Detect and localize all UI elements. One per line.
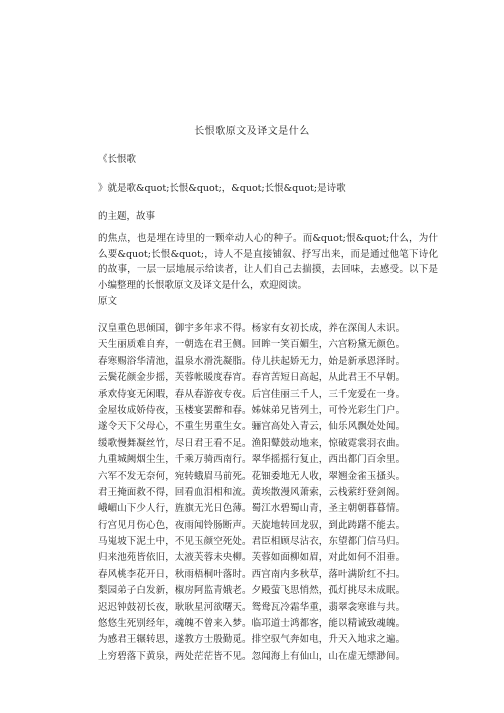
poem-line: 缓歌慢舞凝丝竹，尽日君王看不足。渔阳鼙鼓动地来，惊破霓裳羽衣曲。 bbox=[98, 437, 406, 449]
poem-line: 金屋妆成娇侍夜，玉楼宴罢醉和春。姊妹弟兄皆列土，可怜光彩生门户。 bbox=[98, 404, 406, 416]
poem-line: 迟迟钟鼓初长夜，耿耿星河欲曙天。鸳鸯瓦冷霜华重，翡翠衾寒谁与共。 bbox=[98, 601, 406, 613]
poem-line: 六军不发无奈何，宛转蛾眉马前死。花钿委地无人收，翠翘金雀玉搔头。 bbox=[98, 470, 406, 482]
intro-line-2: 的主题，故事 bbox=[98, 211, 156, 222]
poem-body bbox=[98, 321, 438, 665]
document-title: 长恨歌原文及译文是什么 bbox=[194, 126, 310, 137]
poem-line: 悠悠生死别经年，魂魄不曾来入梦。临邛道士鸿都客，能以精诚致魂魄。 bbox=[98, 618, 406, 630]
poem-line: 上穷碧落下黄泉，两处茫茫皆不见。忽闻海上有仙山，山在虚无缥渺间。 bbox=[98, 650, 406, 662]
poem-line: 君王掩面救不得，回看血泪相和流。黄埃散漫风萧索，云栈萦纡登剑阁。 bbox=[98, 486, 406, 498]
poem-line: 九重城阙烟尘生，千乘万骑西南行。翠华摇摇行复止，西出都门百余里。 bbox=[98, 454, 406, 466]
poem-line: 归来池苑皆依旧，太液芙蓉未央柳。芙蓉如面柳如眉，对此如何不泪垂。 bbox=[98, 552, 406, 564]
book-title: 《长恨歌 bbox=[98, 154, 137, 165]
intro-line-1: 》就是歌&quot;长恨&quot;，&quot;长恨&quot;是诗歌 bbox=[98, 183, 346, 194]
section-label-original: 原文 bbox=[98, 296, 118, 307]
poem-line: 云鬓花颜金步摇，芙蓉帐暖度春宵。春宵苦短日高起，从此君王不早朝。 bbox=[98, 372, 406, 384]
poem-line: 承欢侍宴无闲暇，春从春游夜专夜。后宫佳丽三千人，三千宠爱在一身。 bbox=[98, 388, 406, 400]
poem-line: 春风桃李花开日，秋雨梧桐叶落时。西宫南内多秋草，落叶满阶红不扫。 bbox=[98, 568, 406, 580]
poem-line: 为感君王辗转思，遂教方士殷勤觅。排空驭气奔如电，升天入地求之遍。 bbox=[98, 634, 406, 646]
poem-line: 峨嵋山下少人行，旌旗无光日色薄。蜀江水碧蜀山青，圣主朝朝暮暮情。 bbox=[98, 503, 406, 515]
poem-line: 遂令天下父母心，不重生男重生女。骊宫高处入青云，仙乐风飘处处闻。 bbox=[98, 421, 406, 433]
poem-line: 汉皇重色思倾国，御宇多年求不得。杨家有女初长成，养在深闺人未识。 bbox=[98, 323, 406, 334]
poem-line: 梨园弟子白发新，椒房阿监青娥老。夕殿萤飞思悄然，孤灯挑尽未成眠。 bbox=[98, 585, 406, 597]
poem-line: 行宫见月伤心色，夜雨闻铃肠断声。天旋地转回龙驭，到此踌躇不能去。 bbox=[98, 519, 406, 531]
poem-line: 马嵬坡下泥土中，不见玉颜空死处。君臣相顾尽沾衣，东望都门信马归。 bbox=[98, 536, 406, 548]
intro-paragraph: 的焦点，也是埋在诗里的一颗牵动人心的种子。而&quot;恨&quot;什么，为什么要&quot;长恨&quot;，诗人不是直接铺叙、抒写出来，而是通过他笔下诗化的故事，一层一层地展示给读者，让人们自己去揣摸，去回味，去感受。以下是小编整理的长恨歌原文及译文是什么，欢迎阅读。 bbox=[98, 233, 438, 291]
poem-line: 春寒赐浴华清池，温泉水滑洗凝脂。侍儿扶起娇无力，始是新承恩泽时。 bbox=[98, 355, 406, 367]
poem-line: 天生丽质难自弃，一朝选在君王侧。回眸一笑百媚生，六宫粉黛无颜色。 bbox=[98, 339, 406, 351]
